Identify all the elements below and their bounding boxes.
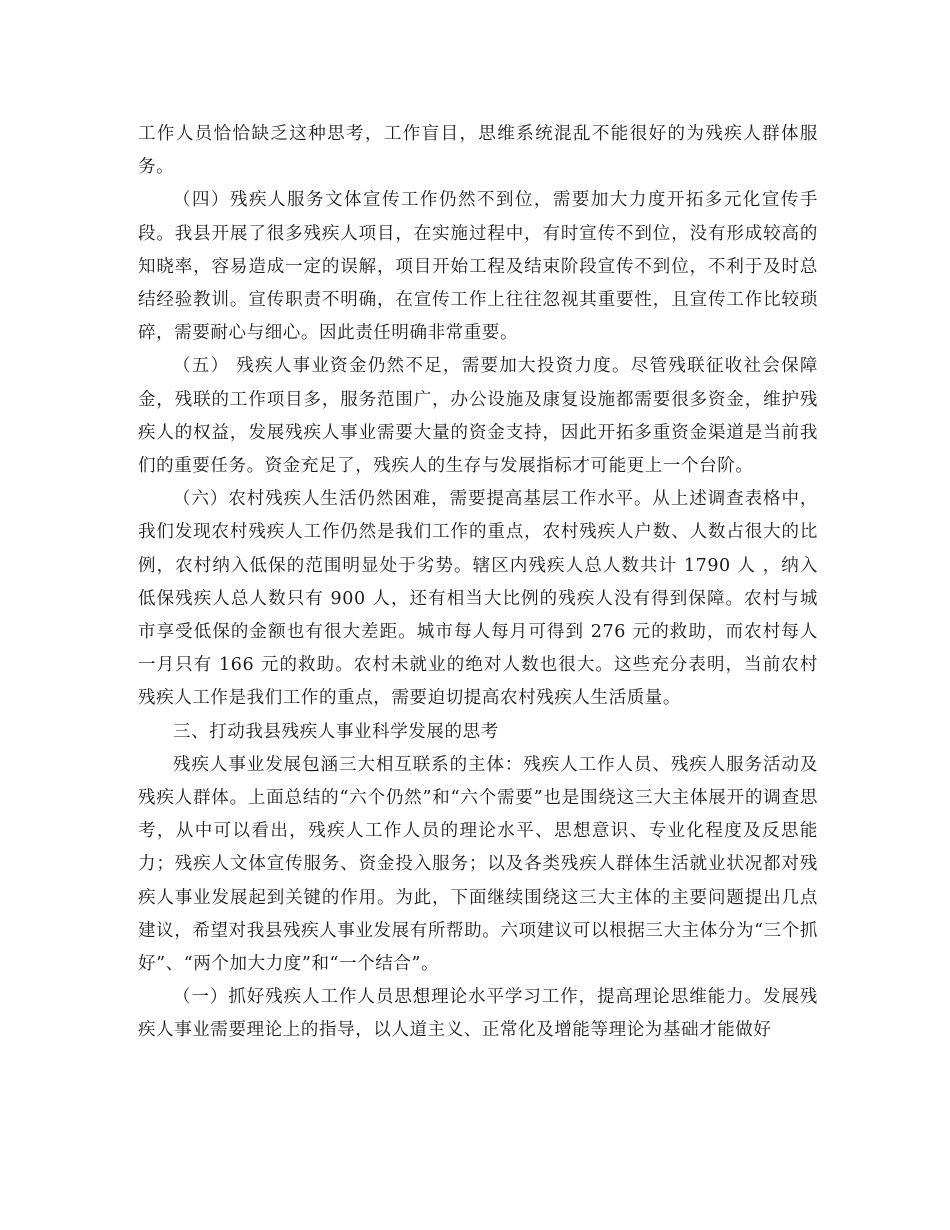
paragraph-recommendation-1: （一）抓好残疾人工作人员思想理论水平学习工作，提高理论思维能力。发展残疾人事业需要理论上的指导，以人道主义、正常化及增能等理论为基础才能做好 (138, 987, 818, 1041)
paragraph-continuation: 工作人员恰恰缺乏这种思考，工作盲目，思维系统混乱不能很好的为残疾人群体服务。 (138, 124, 818, 178)
paragraph-overview: 残疾人事业发展包涵三大相互联系的主体：残疾人工作人员、残疾人服务活动及残疾人群体。上面总结的“六个仍然”和“六个需要”也是围绕这三大主体展开的调查思考，从中可以看出，残疾人工作人员的理论水平、思想意识、专业化程度及反思能力；残疾人文体宣传服务、资金投入服务；以及各类残疾人群体生活就业状况都对残疾人事业发展起到关键的作用。为此，下面继续围绕这三大主体的主要问题提出几点建议，希望对我县残疾人事业发展有所帮助。六项建议可以根据三大主体分为“三个抓好”、“两个加大力度”和“一个结合”。 (138, 754, 818, 975)
paragraph-section-6: （六）农村残疾人生活仍然困难，需要提高基层工作水平。从上述调查表格中，我们发现农村残疾人工作仍然是我们工作的重点，农村残疾人户数、人数占很大的比例，农村纳入低保的范围明显处于劣势。辖区内残疾人总人数共计 1790 人 ，纳入低保残疾人总人数只有 900 人，还有相当大比例的残疾人没有得到保障。农村与城市享受低保的金额也有很大差距。城市每人每月可得到 276 元的救助，而农村每人一月只有 166 元的救助。农村未就业的绝对人数也很大。这些充分表明，当前农村残疾人工作是我们工作的重点，需要迫切提高农村残疾人生活质量。 (138, 489, 818, 709)
paragraph-section-4: （四）残疾人服务文体宣传工作仍然不到位，需要加大力度开拓多元化宣传手段。我县开展了很多残疾人项目，在实施过程中，有时宣传不到位，没有形成较高的知晓率，容易造成一定的误解，项目开始工程及结束阶段宣传不到位，不利于及时总结经验教训。宣传职责不明确，在宣传工作上往往忽视其重要性，且宣传工作比较琐碎，需要耐心与细心。因此责任明确非常重要。 (138, 190, 818, 344)
section-heading-3: 三、打动我县残疾人事业科学发展的思考 (173, 721, 499, 742)
paragraph-section-5: （五） 残疾人事业资金仍然不足，需要加大投资力度。尽管残联征收社会保障金，残联的工作项目多，服务范围广，办公设施及康复设施都需要很多资金，维护残疾人的权益，发展残疾人事业需要大量的资金支持，因此开拓多重资金渠道是当前我们的重要任务。资金充足了，残疾人的生存与发展指标才可能更上一个台阶。 (138, 356, 818, 477)
document-body (138, 118, 818, 1048)
